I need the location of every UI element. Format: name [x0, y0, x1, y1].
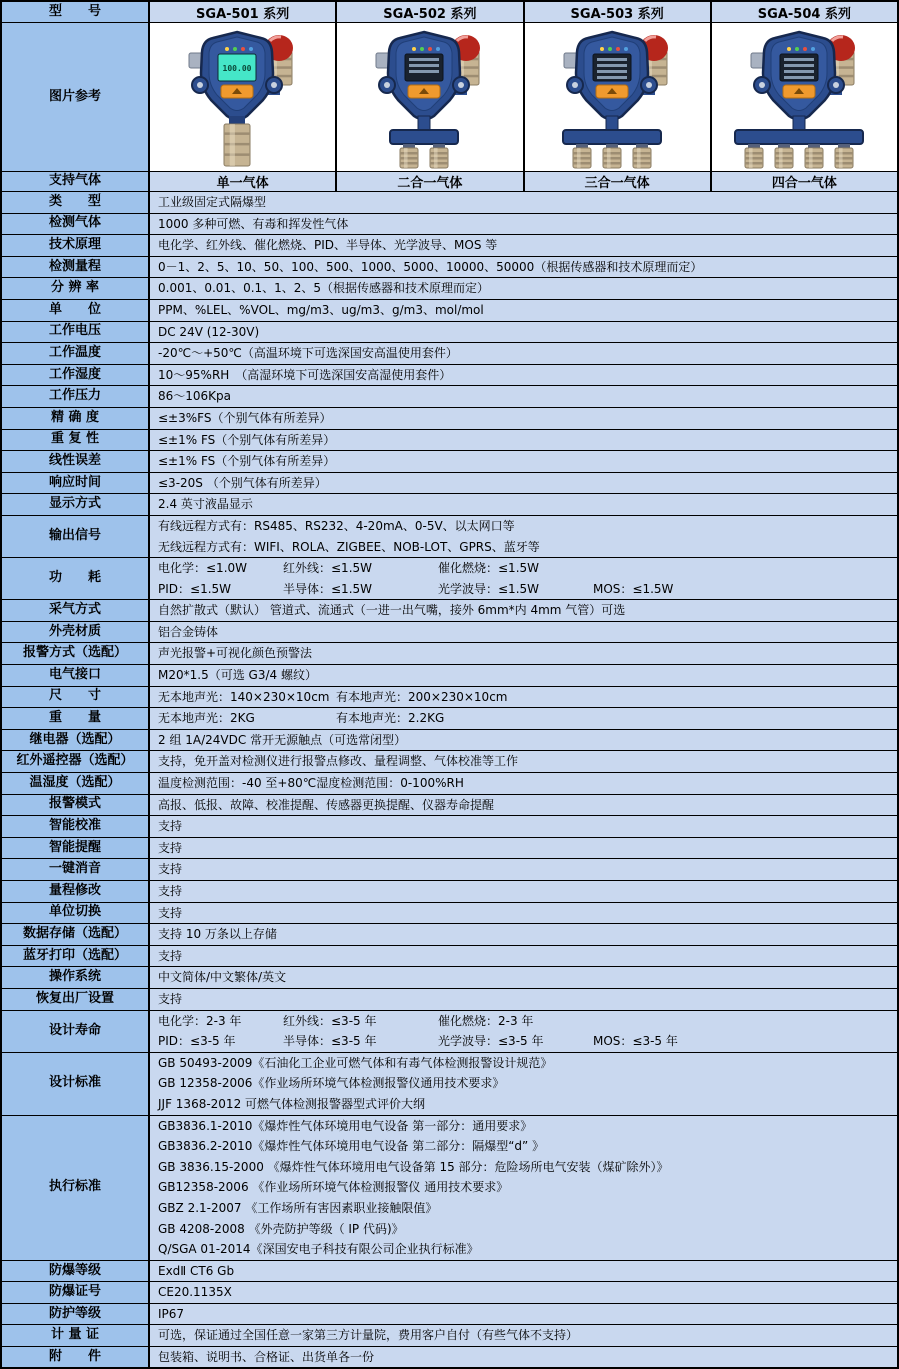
spec-text: 红外线：≤3-5 年 — [283, 1013, 377, 1028]
spec-label: 温湿度（选配） — [2, 773, 150, 794]
spec-row — [2, 773, 897, 795]
spec-text: 半导体：≤3-5 年 — [283, 1034, 377, 1049]
gas-type-sga-503: 三合一气体 — [525, 172, 712, 191]
spec-text: 0.001、0.01、0.1、1、2、5（根据传感器和技术原理而定） — [158, 281, 490, 296]
product-image-sga-501 — [150, 23, 337, 171]
spec-value — [150, 816, 897, 837]
spec-row — [2, 1261, 897, 1283]
spec-value — [150, 430, 897, 451]
spec-text: 包装箱、说明书、合格证、出货单各一份 — [158, 1350, 375, 1365]
spec-text: 工业级固定式隔爆型 — [158, 195, 267, 209]
spec-value — [150, 494, 897, 515]
spec-text: ExdⅡ CT6 Gb — [158, 1263, 235, 1278]
spec-value — [150, 473, 897, 494]
spec-value — [150, 600, 897, 621]
spec-value — [150, 451, 897, 472]
spec-row — [2, 687, 897, 709]
spec-text: 自然扩散式（默认） 管道式、流通式（一进一出气嘴，接外 6mm*内 4mm 气管）可选 — [158, 603, 626, 618]
spec-value — [150, 1325, 897, 1346]
spec-text: 可选，保证通过全国任意一家第三方计量院，费用客户自付（有些气体不支持） — [158, 1328, 579, 1343]
spec-label: 功 耗 — [2, 558, 150, 599]
spec-value — [150, 773, 897, 794]
image-row-label: 图片参考 — [2, 23, 150, 171]
spec-row — [2, 408, 897, 430]
supported-gas-row — [2, 172, 897, 192]
spec-label: 报警方式（选配） — [2, 643, 150, 664]
spec-text: GB3836.1-2010《爆炸性气体环境用电气设备 第一部分：通用要求》 — [158, 1118, 533, 1133]
product-image-sga-503 — [525, 23, 712, 171]
spec-text: 光学波导：≤3-5 年 — [438, 1034, 544, 1049]
spec-row — [2, 795, 897, 817]
spec-text: GBZ 2.1-2007 《工作场所有害因素职业接触限值》 — [158, 1200, 438, 1215]
spec-label: 继电器（选配） — [2, 730, 150, 751]
spec-row — [2, 494, 897, 516]
spec-label: 附 件 — [2, 1347, 150, 1368]
spec-label: 采气方式 — [2, 600, 150, 621]
spec-text: 支持 — [158, 862, 183, 877]
spec-rows — [2, 192, 897, 1369]
spec-value — [150, 687, 897, 708]
spec-text: GB 50493-2009《石油化工企业可燃气体和有毒气体检测报警设计规范》 — [158, 1055, 553, 1070]
model-name-sga-503: SGA-503 系列 — [525, 2, 712, 22]
spec-text: 支持 — [158, 905, 183, 920]
spec-text: DC 24V (12-30V) — [158, 324, 260, 339]
spec-row — [2, 903, 897, 925]
spec-text: ≤±1% FS（个别气体有所差异） — [158, 432, 336, 447]
model-name-sga-501: SGA-501 系列 — [150, 2, 337, 22]
spec-label: 检测气体 — [2, 214, 150, 235]
model-header-row — [2, 2, 897, 23]
spec-value — [150, 300, 897, 321]
spec-row — [2, 1325, 897, 1347]
spec-row — [2, 300, 897, 322]
spec-row — [2, 946, 897, 968]
spec-row — [2, 643, 897, 665]
spec-value — [150, 1011, 897, 1052]
spec-label: 防爆等级 — [2, 1261, 150, 1282]
spec-label: 类 型 — [2, 192, 150, 213]
spec-label: 重 量 — [2, 708, 150, 729]
model-name-sga-504: SGA-504 系列 — [712, 2, 897, 22]
spec-row — [2, 451, 897, 473]
spec-text: 支持 — [158, 840, 183, 855]
spec-row — [2, 1347, 897, 1369]
spec-text: 电化学：2-3 年 — [158, 1013, 242, 1028]
spec-text: ≤3-20S （个别气体有所差异） — [158, 475, 327, 490]
spec-value — [150, 1304, 897, 1325]
spec-value — [150, 643, 897, 664]
spec-value — [150, 1261, 897, 1282]
spec-text: 铝合金铸体 — [158, 624, 219, 639]
spec-label: 工作电压 — [2, 322, 150, 343]
spec-row — [2, 989, 897, 1011]
spec-label: 工作压力 — [2, 386, 150, 407]
spec-text: 高报、低报、故障、校准提醒、传感器更换提醒、仪器寿命提醒 — [158, 797, 495, 812]
spec-value — [150, 408, 897, 429]
spec-value — [150, 192, 897, 213]
spec-value — [150, 795, 897, 816]
spec-value — [150, 343, 897, 364]
spec-row — [2, 751, 897, 773]
spec-label: 尺 寸 — [2, 687, 150, 708]
spec-value — [150, 859, 897, 880]
spec-row — [2, 881, 897, 903]
spec-label: 防爆证号 — [2, 1282, 150, 1303]
spec-label: 设计寿命 — [2, 1011, 150, 1052]
spec-row — [2, 1116, 897, 1261]
spec-value — [150, 751, 897, 772]
spec-label: 技术原理 — [2, 235, 150, 256]
spec-row — [2, 516, 897, 558]
gas-row-label: 支持气体 — [2, 172, 150, 191]
spec-text: Q/SGA 01-2014《深国安电子科技有限公司企业执行标准》 — [158, 1242, 479, 1257]
spec-row — [2, 1053, 897, 1116]
spec-text: 电化学：≤1.0W — [158, 561, 248, 576]
spec-row — [2, 924, 897, 946]
spec-label: 智能提醒 — [2, 838, 150, 859]
model-name-sga-502: SGA-502 系列 — [337, 2, 524, 22]
product-image-sga-504 — [712, 23, 897, 171]
spec-text: 有线远程方式有：RS485、RS232、4-20mA、0-5V、以太网口等 — [158, 518, 515, 533]
spec-text: ≤±3%FS（个别气体有所差异） — [158, 410, 332, 425]
spec-text: 支持 — [158, 948, 183, 963]
spec-row — [2, 967, 897, 989]
spec-label: 检测量程 — [2, 257, 150, 278]
spec-value — [150, 1282, 897, 1303]
spec-text: MOS：≤3-5 年 — [593, 1034, 678, 1049]
spec-row — [2, 730, 897, 752]
spec-label: 单位切换 — [2, 903, 150, 924]
spec-text: 支持 — [158, 991, 183, 1006]
spec-text: 无本地声光：2KG — [158, 711, 255, 726]
spec-row — [2, 214, 897, 236]
spec-label: 计 量 证 — [2, 1325, 150, 1346]
spec-text: 湿度检测范围：0-100%RH — [316, 776, 464, 791]
spec-label: 电气接口 — [2, 665, 150, 686]
spec-row — [2, 473, 897, 495]
spec-text: 2.4 英寸液晶显示 — [158, 497, 253, 512]
spec-value — [150, 214, 897, 235]
spec-label: 报警模式 — [2, 795, 150, 816]
spec-value — [150, 1116, 897, 1260]
spec-label: 一键消音 — [2, 859, 150, 880]
spec-label: 工作温度 — [2, 343, 150, 364]
spec-text: 10～95%RH （高湿环境下可选深国安高湿使用套件） — [158, 367, 452, 382]
spec-label: 外壳材质 — [2, 622, 150, 643]
spec-text: M20*1.5（可选 G3/4 螺纹） — [158, 668, 317, 683]
spec-label: 线性误差 — [2, 451, 150, 472]
spec-value — [150, 924, 897, 945]
spec-label: 数据存储（选配） — [2, 924, 150, 945]
spec-label: 执行标准 — [2, 1116, 150, 1260]
spec-text: PPM、%LEL、%VOL、mg/m3、ug/m3、g/m3、mol/mol — [158, 302, 484, 317]
spec-label: 分 辨 率 — [2, 278, 150, 299]
spec-row — [2, 622, 897, 644]
spec-row — [2, 322, 897, 344]
spec-text: JJF 1368-2012 可燃气体检测报警器型式评价大纲 — [158, 1096, 426, 1111]
spec-text: 中文简体/中文繁体/英文 — [158, 970, 287, 985]
spec-value — [150, 322, 897, 343]
spec-text: 无线远程方式有：WIFI、ROLA、ZIGBEE、NOB-LOT、GPRS、蓝牙等 — [158, 539, 540, 554]
spec-text: PID：≤3-5 年 — [158, 1034, 236, 1049]
spec-text: GB 3836.15-2000 《爆炸性气体环境用电气设备第 15 部分：危险场所电气安装（煤矿除外）》 — [158, 1159, 669, 1174]
spec-text: 无本地声光：140×230×10cm — [158, 689, 330, 704]
spec-value — [150, 386, 897, 407]
spec-text: 催化燃烧：≤1.5W — [438, 561, 540, 576]
spec-row — [2, 365, 897, 387]
spec-label: 输出信号 — [2, 516, 150, 557]
spec-text: GB3836.2-2010《爆炸性气体环境用电气设备 第二部分：隔爆型“d” 》 — [158, 1139, 545, 1154]
spec-label: 精 确 度 — [2, 408, 150, 429]
spec-row — [2, 859, 897, 881]
spec-text: 电化学、红外线、催化燃烧、PID、半导体、光学波导、MOS 等 — [158, 238, 498, 253]
model-row-label: 型 号 — [2, 2, 150, 22]
spec-value — [150, 903, 897, 924]
spec-value — [150, 730, 897, 751]
spec-row — [2, 343, 897, 365]
spec-value — [150, 708, 897, 729]
spec-text: 支持，免开盖对检测仪进行报警点修改、量程调整、气体校准等工作 — [158, 754, 519, 769]
spec-value — [150, 516, 897, 557]
spec-label: 响应时间 — [2, 473, 150, 494]
gas-type-sga-502: 二合一气体 — [337, 172, 524, 191]
spec-text: 支持 10 万条以上存储 — [158, 927, 277, 942]
spec-label: 恢复出厂设置 — [2, 989, 150, 1010]
spec-text: MOS：≤1.5W — [593, 581, 674, 596]
spec-row — [2, 665, 897, 687]
image-reference-row — [2, 23, 897, 172]
spec-row — [2, 838, 897, 860]
spec-text: 光学波导：≤1.5W — [438, 581, 540, 596]
spec-text: PID：≤1.5W — [158, 581, 232, 596]
spec-value — [150, 838, 897, 859]
spec-text: ≤±1% FS（个别气体有所差异） — [158, 454, 336, 469]
spec-value — [150, 558, 897, 599]
spec-row — [2, 278, 897, 300]
spec-value — [150, 989, 897, 1010]
gas-type-sga-501: 单一气体 — [150, 172, 337, 191]
spec-row — [2, 192, 897, 214]
product-image-sga-502 — [337, 23, 524, 171]
spec-row — [2, 1304, 897, 1326]
spec-row — [2, 816, 897, 838]
spec-text: 温度检测范围：-40 至+80℃ — [158, 776, 317, 791]
spec-label: 蓝牙打印（选配） — [2, 946, 150, 967]
spec-label: 红外遥控器（选配） — [2, 751, 150, 772]
spec-text: 红外线：≤1.5W — [283, 561, 373, 576]
spec-text: GB12358-2006 《作业场所环境气体检测报警仪 通用技术要求》 — [158, 1180, 509, 1195]
spec-label: 操作系统 — [2, 967, 150, 988]
spec-label: 量程修改 — [2, 881, 150, 902]
spec-row — [2, 430, 897, 452]
spec-text: 0－1、2、5、10、50、100、500、1000、5000、10000、50000（根据传感器和技术原理而定） — [158, 259, 703, 274]
spec-value — [150, 257, 897, 278]
spec-value — [150, 1053, 897, 1115]
spec-text: -20℃～+50℃（高温环境下可选深国安高温使用套件） — [158, 346, 458, 361]
spec-row — [2, 257, 897, 279]
spec-row — [2, 1011, 897, 1053]
spec-text: 催化燃烧：2-3 年 — [438, 1013, 534, 1028]
spec-text: IP67 — [158, 1306, 185, 1321]
spec-text: GB 12358-2006《作业场所环境气体检测报警仪通用技术要求》 — [158, 1076, 505, 1091]
spec-value — [150, 1347, 897, 1368]
spec-text: GB 4208-2008 《外壳防护等级（ IP 代码)》 — [158, 1221, 404, 1236]
spec-row — [2, 386, 897, 408]
spec-value — [150, 881, 897, 902]
spec-value — [150, 622, 897, 643]
spec-label: 设计标准 — [2, 1053, 150, 1115]
spec-value — [150, 967, 897, 988]
spec-text: 支持 — [158, 819, 183, 834]
spec-value — [150, 278, 897, 299]
spec-value — [150, 235, 897, 256]
spec-row — [2, 600, 897, 622]
spec-label: 防护等级 — [2, 1304, 150, 1325]
spec-text: 86～106Kpa — [158, 389, 232, 404]
spec-text: 有本地声光：200×230×10cm — [336, 689, 508, 704]
spec-text: CE20.1135X — [158, 1285, 232, 1300]
spec-row — [2, 1282, 897, 1304]
spec-label: 智能校准 — [2, 816, 150, 837]
spec-row — [2, 708, 897, 730]
spec-text: 半导体：≤1.5W — [283, 581, 373, 596]
spec-value — [150, 946, 897, 967]
spec-label: 工作湿度 — [2, 365, 150, 386]
spec-text: 1000 多种可燃、有毒和挥发性气体 — [158, 216, 349, 231]
spec-label: 显示方式 — [2, 494, 150, 515]
spec-row — [2, 558, 897, 600]
spec-text: 有本地声光：2.2KG — [336, 711, 445, 726]
spec-text: 2 组 1A/24VDC 常开无源触点（可选常闭型） — [158, 732, 407, 747]
spec-label: 单 位 — [2, 300, 150, 321]
gas-type-sga-504: 四合一气体 — [712, 172, 897, 191]
spec-value — [150, 365, 897, 386]
svg-text:100.00: 100.00 — [222, 64, 252, 73]
spec-text: 支持 — [158, 884, 183, 898]
spec-row — [2, 235, 897, 257]
spec-value — [150, 665, 897, 686]
spec-text: 声光报警+可视化颜色预警法 — [158, 646, 313, 661]
spec-label: 重 复 性 — [2, 430, 150, 451]
